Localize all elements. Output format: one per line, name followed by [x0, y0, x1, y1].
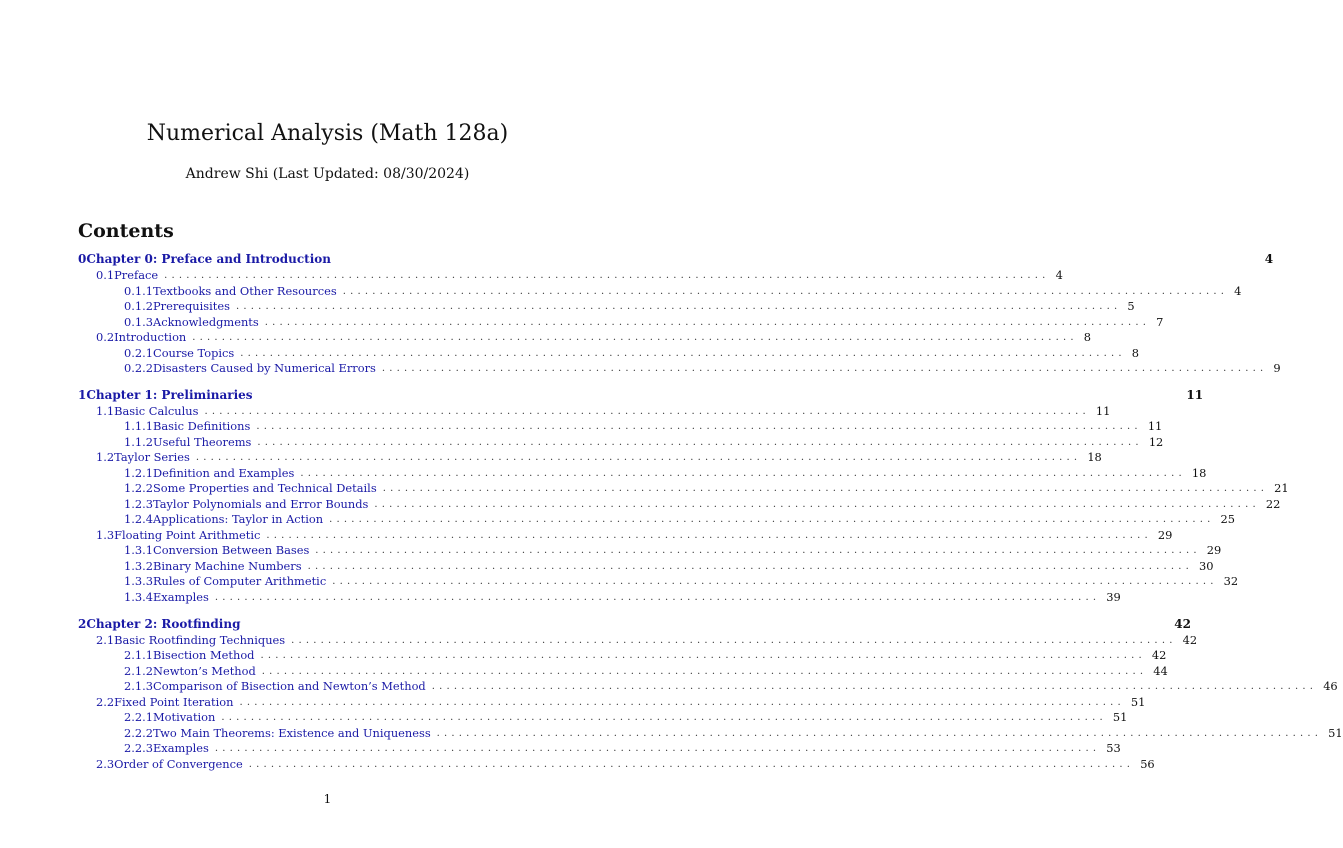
toc-entry-title-link[interactable]: Examples — [152, 589, 209, 604]
toc-entry-page: 8 — [1083, 329, 1091, 344]
toc-entry-page: 11 — [1147, 418, 1163, 433]
toc-entry-number[interactable]: 1.2 — [96, 449, 115, 464]
toc-entry-title-link[interactable]: Useful Theorems — [152, 434, 252, 449]
toc-entry-page: 42 — [1151, 647, 1167, 662]
toc-entry-number[interactable]: 0.2 — [96, 329, 115, 344]
toc-entry-title-link[interactable]: Chapter 1: Preliminaries — [86, 387, 253, 402]
toc-entry-number[interactable]: 1.1.2 — [124, 434, 153, 449]
toc-dot-leader: ........................................................................................................................ — [264, 317, 1151, 328]
toc-entry-page: 18 — [1191, 465, 1207, 480]
toc-entry-page: 30 — [1199, 558, 1214, 573]
toc-entry-title-link[interactable]: Some Properties and Technical Details — [152, 480, 377, 495]
document-title: Numerical Analysis (Math 128a) — [146, 121, 509, 146]
toc-chapter-entry[interactable] — [78, 387, 1204, 403]
toc-entry-title-link[interactable]: Definition and Examples — [152, 465, 295, 480]
toc-entry-title-link[interactable]: Acknowledgments — [152, 314, 259, 329]
toc-entry-number[interactable]: 1 — [78, 387, 87, 402]
toc-entry-page: 29 — [1206, 542, 1222, 557]
toc-dot-leader: ........................................................................................................................ — [204, 406, 1090, 417]
toc-entry-title-link[interactable]: Chapter 0: Preface and Introduction — [86, 251, 331, 266]
toc-entry-number[interactable]: 0 — [78, 251, 87, 266]
toc-entry-title-link[interactable]: Newton’s Method — [152, 663, 256, 678]
toc-section-entry[interactable] — [78, 329, 1091, 345]
toc-entry-number[interactable]: 2.2.2 — [124, 725, 153, 740]
toc-entry-title-link[interactable]: Taylor Polynomials and Error Bounds — [152, 496, 369, 511]
toc-entry-number[interactable]: 0.1 — [96, 267, 115, 282]
toc-entry-number[interactable]: 1.2.4 — [124, 511, 153, 526]
toc-dot-leader: ........................................................................................................................ — [221, 712, 1107, 723]
toc-entry-number[interactable]: 0.1.2 — [124, 298, 153, 313]
toc-entry-number[interactable]: 0.2.1 — [124, 345, 153, 360]
toc-dot-leader: ........................................................................................................................ — [239, 697, 1125, 708]
toc-entry-number[interactable]: 1.2.2 — [124, 480, 153, 495]
toc-subsection-entry[interactable] — [78, 314, 1164, 330]
toc-subsection-entry[interactable] — [78, 589, 1121, 605]
toc-subsection-entry[interactable] — [78, 709, 1128, 725]
toc-dot-leader: ........................................................................................................................ — [332, 576, 1218, 587]
toc-dot-leader: ........................................................................................................................ — [307, 561, 1194, 572]
toc-entry-title-link[interactable]: Basic Definitions — [152, 418, 251, 433]
toc-entry-page: 51 — [1328, 725, 1343, 740]
toc-dot-leader: ........................................................................................................................ — [164, 270, 1050, 281]
toc-entry-number[interactable]: 1.3.4 — [124, 589, 153, 604]
toc-entry-page: 42 — [1182, 632, 1198, 647]
toc-dot-leader: ........................................................................................................................ — [381, 363, 1268, 374]
toc-entry-title-link[interactable]: Preface — [114, 267, 159, 282]
toc-section-entry[interactable] — [78, 632, 1198, 648]
toc-subsection-entry[interactable] — [78, 283, 1242, 299]
toc-dot-leader: ........................................................................................................................ — [261, 666, 1148, 677]
toc-entry-title-link[interactable]: Applications: Taylor in Action — [152, 511, 324, 526]
toc-entry-title-link[interactable]: Disasters Caused by Numerical Errors — [152, 360, 376, 375]
toc-entry-page: 11 — [1095, 403, 1111, 418]
toc-entry-title-link[interactable]: Conversion Between Bases — [152, 542, 310, 557]
toc-subsection-entry[interactable] — [78, 663, 1168, 679]
toc-subsection-entry[interactable] — [78, 542, 1222, 558]
toc-entry-page: 53 — [1106, 740, 1121, 755]
toc-dot-leader: ........................................................................................................................ — [248, 759, 1135, 770]
toc-subsection-entry[interactable] — [78, 678, 1338, 694]
toc-entry-title-link[interactable]: Introduction — [114, 329, 187, 344]
toc-subsection-entry[interactable] — [78, 298, 1135, 314]
toc-entry-title-link[interactable]: Chapter 2: Rootfinding — [86, 616, 241, 631]
toc-entry-number[interactable]: 2.2.3 — [124, 740, 153, 755]
toc-dot-leader: ........................................................................................................................ — [291, 635, 1177, 646]
contents-heading: Contents — [78, 220, 174, 242]
toc-dot-leader: ........................................................................................................................ — [235, 301, 1122, 312]
toc-subsection-entry[interactable] — [78, 725, 1343, 741]
toc-subsection-entry[interactable] — [78, 434, 1164, 450]
toc-entry-page: 29 — [1157, 527, 1173, 542]
toc-entry-title-link[interactable]: Prerequisites — [152, 298, 230, 313]
toc-entry-page: 4 — [1234, 283, 1242, 298]
toc-entry-number[interactable]: 1.3.3 — [124, 573, 153, 588]
toc-dot-leader: ........................................................................................................................ — [431, 681, 1318, 692]
toc-section-entry[interactable] — [78, 756, 1155, 772]
toc-subsection-entry[interactable] — [78, 465, 1207, 481]
toc-chapter-entry[interactable] — [78, 616, 1191, 632]
toc-entry-page: 22 — [1265, 496, 1281, 511]
toc-dot-leader: ........................................................................................................................ — [315, 545, 1201, 556]
toc-dot-leader: ........................................................................................................................ — [256, 421, 1142, 432]
toc-entry-number[interactable]: 2 — [78, 616, 87, 631]
toc-entry-number[interactable]: 2.1.2 — [124, 663, 153, 678]
toc-entry-page: 46 — [1323, 678, 1338, 693]
toc-entry-page: 21 — [1274, 480, 1289, 495]
toc-entry-page: 39 — [1106, 589, 1121, 604]
toc-entry-page: 51 — [1130, 694, 1146, 709]
toc-entry-title-link[interactable]: Two Main Theorems: Existence and Uniqueness — [152, 725, 431, 740]
toc-section-entry[interactable] — [78, 694, 1146, 710]
toc-entry-number[interactable]: 2.2.1 — [124, 709, 153, 724]
toc-entry-page: 8 — [1131, 345, 1139, 360]
toc-subsection-entry[interactable] — [78, 480, 1289, 496]
toc-entry-number[interactable]: 2.3 — [96, 756, 115, 771]
toc-entry-page: 42 — [1174, 616, 1191, 631]
toc-entry-number[interactable]: 1.1 — [96, 403, 115, 418]
toc-entry-page: 5 — [1127, 298, 1135, 313]
toc-dot-leader: ........................................................................................................................ — [214, 743, 1101, 754]
toc-dot-leader: ........................................................................................................................ — [300, 468, 1186, 479]
toc-entry-number[interactable]: 2.1 — [96, 632, 115, 647]
toc-subsection-entry[interactable] — [78, 573, 1239, 589]
author-line: Andrew Shi (Last Updated: 08/30/2024) — [185, 166, 470, 182]
toc-entry-page: 25 — [1220, 511, 1236, 526]
toc-entry-page: 4 — [1055, 267, 1063, 282]
toc-entry-number[interactable]: 1.2.1 — [124, 465, 153, 480]
toc-entry-page: 4 — [1264, 251, 1274, 266]
toc-entry-title-link[interactable]: Floating Point Arithmetic — [114, 527, 261, 542]
toc-section-entry[interactable] — [78, 403, 1111, 419]
toc-entry-number[interactable]: 1.2.3 — [124, 496, 153, 511]
toc-dot-leader: ........................................................................................................................ — [257, 437, 1143, 448]
toc-section-entry[interactable] — [78, 527, 1173, 543]
toc-entry-title-link[interactable]: Basic Calculus — [114, 403, 199, 418]
toc-subsection-entry[interactable] — [78, 360, 1281, 376]
toc-entry-title-link[interactable]: Examples — [152, 740, 209, 755]
toc-entry-page: 51 — [1112, 709, 1128, 724]
toc-entry-title-link[interactable]: Binary Machine Numbers — [152, 558, 302, 573]
toc-dot-leader: ........................................................................................................................ — [260, 650, 1146, 661]
toc-entry-title-link[interactable]: Course Topics — [152, 345, 235, 360]
toc-section-entry[interactable] — [78, 449, 1102, 465]
toc-entry-title-link[interactable]: Textbooks and Other Resources — [152, 283, 337, 298]
toc-entry-page: 56 — [1140, 756, 1155, 771]
toc-dot-leader: ........................................................................................................................ — [266, 530, 1152, 541]
toc-entry-number[interactable]: 0.2.2 — [124, 360, 153, 375]
toc-subsection-entry[interactable] — [78, 345, 1139, 361]
toc-entry-number[interactable]: 2.2 — [96, 694, 115, 709]
toc-entry-title-link[interactable]: Basic Rootfinding Techniques — [114, 632, 286, 647]
toc-entry-number[interactable]: 1.1.1 — [124, 418, 153, 433]
toc-entry-page: 7 — [1156, 314, 1164, 329]
toc-entry-number[interactable]: 2.1.3 — [124, 678, 153, 693]
toc-entry-title-link[interactable]: Comparison of Bisection and Newton’s Method — [152, 678, 426, 693]
toc-entry-number[interactable]: 1.3.1 — [124, 542, 153, 557]
toc-entry-title-link[interactable]: Bisection Method — [152, 647, 255, 662]
toc-chapter-entry[interactable] — [78, 251, 1274, 267]
toc-dot-leader: ........................................................................................................................ — [192, 332, 1078, 343]
toc-dot-leader: ........................................................................................................................ — [195, 452, 1082, 463]
toc-entry-page: 44 — [1153, 663, 1168, 678]
toc-entry-number[interactable]: 1.3.2 — [124, 558, 153, 573]
page-number: 1 — [323, 792, 332, 806]
toc-entry-number[interactable]: 2.1.1 — [124, 647, 153, 662]
toc-subsection-entry[interactable] — [78, 496, 1281, 512]
toc-entry-title-link[interactable]: Rules of Computer Arithmetic — [152, 573, 327, 588]
toc-subsection-entry[interactable] — [78, 647, 1167, 663]
toc-section-entry[interactable] — [78, 267, 1063, 283]
toc-entry-title-link[interactable]: Order of Convergence — [114, 756, 243, 771]
toc-entry-page: 9 — [1273, 360, 1281, 375]
toc-subsection-entry[interactable] — [78, 418, 1163, 434]
toc-entry-page: 12 — [1148, 434, 1164, 449]
toc-dot-leader: ........................................................................................................................ — [214, 592, 1101, 603]
toc-dot-leader: ........................................................................................................................ — [436, 728, 1323, 739]
toc-entry-title-link[interactable]: Taylor Series — [114, 449, 190, 464]
toc-dot-leader: ........................................................................................................................ — [240, 348, 1126, 359]
toc-entry-number[interactable]: 1.3 — [96, 527, 115, 542]
toc-subsection-entry[interactable] — [78, 511, 1236, 527]
toc-entry-page: 32 — [1223, 573, 1239, 588]
toc-dot-leader: ........................................................................................................................ — [329, 514, 1215, 525]
toc-entry-number[interactable]: 0.1.3 — [124, 314, 153, 329]
toc-entry-title-link[interactable]: Motivation — [152, 709, 216, 724]
toc-subsection-entry[interactable] — [78, 558, 1214, 574]
toc-dot-leader: ........................................................................................................................ — [374, 499, 1260, 510]
toc-dot-leader: ........................................................................................................................ — [382, 483, 1269, 494]
toc-subsection-entry[interactable] — [78, 740, 1121, 756]
toc-entry-page: 18 — [1087, 449, 1102, 464]
toc-entry-title-link[interactable]: Fixed Point Iteration — [114, 694, 234, 709]
toc-entry-page: 11 — [1186, 387, 1204, 402]
toc-entry-number[interactable]: 0.1.1 — [124, 283, 153, 298]
toc-dot-leader: ........................................................................................................................ — [342, 286, 1229, 297]
